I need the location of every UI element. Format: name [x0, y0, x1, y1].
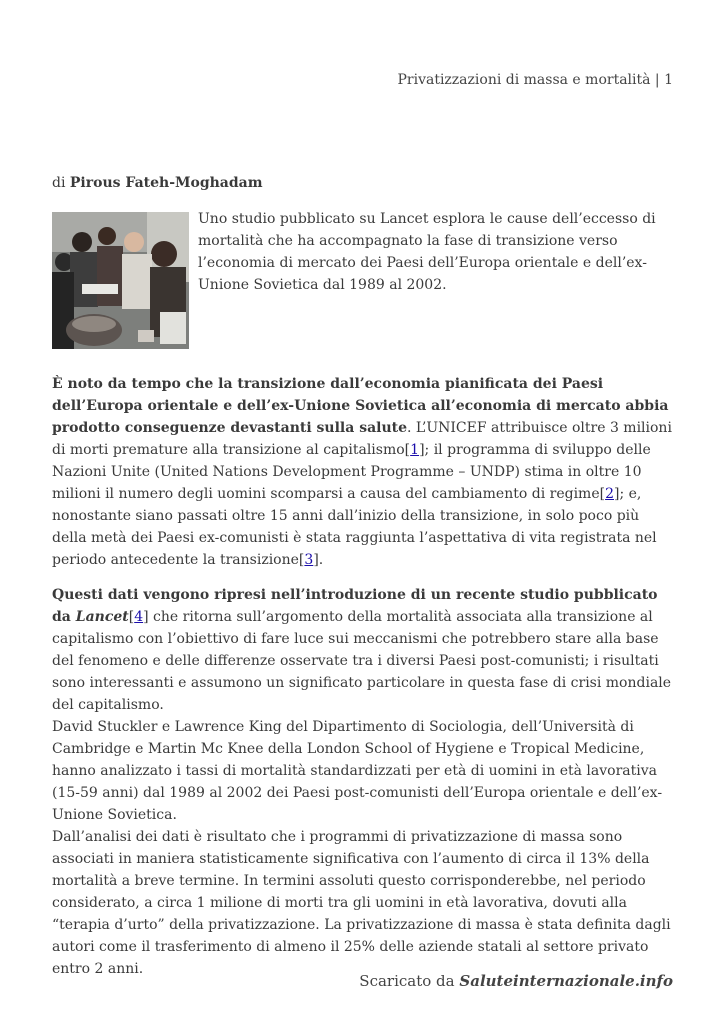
page-footer [359, 972, 673, 990]
footer-site: Saluteinternazionale.info [459, 972, 673, 990]
paragraph-2-text-b: ] che ritorna sull’argomento della mortalità associata alla transizione al capitalismo con l’obiettivo di fare luce sui meccanismi che potrebbero stare alla base del fenomeno e delle differenze osservate tra i diversi Paesi post-comunisti; i risultati sono interessanti e assumono un significato particolare in questa fase di crisi mondiale del capitalismo. [52, 609, 672, 713]
footer-prefix: Scaricato da [359, 972, 455, 990]
article-body [52, 373, 674, 980]
paragraph-1-lead: È noto da tempo che la transizione dall’economia pianificata dei Paesi dell’Europa orientale e dell’ex-Unione Sovietica all’economia di mercato abbia prodotto conseguenze devastanti sulla salute [52, 376, 669, 436]
paragraph-1-text-b: ]; il programma di sviluppo delle Nazioni Unite (United Nations Development Programme – UNDP) stima in oltre 10 milioni il numero degli uomini scomparsi a causa del cambiamento di regime[ [52, 442, 651, 502]
page-header: Privatizzazioni di massa e mortalità | 1 [397, 72, 673, 88]
paragraph-1-text-c: ]; e, nonostante siano passati oltre 15 anni dall’inizio della transizione, in solo poco più della metà dei Paesi ex-comunisti è stata raggiunta l’aspettativa di vita registrata nel periodo antecedente la transizione[ [52, 486, 657, 568]
paragraph-1-text-a: . L’UNICEF attribuisce oltre 3 milioni di morti premature alla transizione al capitalismo[ [52, 420, 672, 458]
crowd-photo-illustration [52, 212, 189, 349]
paragraph-2 [52, 584, 674, 716]
paragraph-1-text-d: ]. [313, 552, 324, 568]
author-name: Pirous Fateh-Moghadam [69, 175, 263, 191]
footnote-link-2[interactable]: 2 [605, 486, 614, 502]
author-prefix: di [52, 175, 66, 191]
footnote-link-4[interactable]: 4 [134, 609, 144, 625]
footnote-link-3[interactable]: 3 [304, 552, 314, 568]
paragraph-2-text-a: [ [128, 609, 135, 625]
author-line [52, 175, 263, 191]
lancet-title: Lancet [75, 609, 129, 625]
paragraph-2-lead: Questi dati vengono ripresi nell’introduzione di un recente studio pubblicato da [52, 587, 658, 625]
intro-paragraph: Uno studio pubblicato su Lancet esplora le cause dell’eccesso di mortalità che ha accompagnato la fase di transizione verso l’economia di mercato dei Paesi dell’Europa orientale e dell’ex-Unione Sovietica dal 1989 al 2002. [198, 211, 656, 293]
paragraph-4: Dall’analisi dei dati è risultato che i programmi di privatizzazione di massa sono associati in maniera statisticamente significativa con l’aumento di circa il 13% della mortalità a breve termine. In termini assoluti questo corrisponderebbe, nel periodo considerato, a circa 1 milione di morti tra gli uomini in età lavorativa, dovuti alla “terapia d’urto” della privatizzazione. La privatizzazione di massa è stata definita dagli autori come il trasferimento di almeno il 25% delle aziende statali al settore privato entro 2 anni. [52, 829, 671, 977]
paragraph-3: David Stuckler e Lawrence King del Dipartimento di Sociologia, dell’Università di Cambridge e Martin Mc Knee della London School of Hygiene e Tropical Medicine, hanno analizzato i tassi di mortalità standardizzati per età di uomini in età lavorativa (15-59 anni) dal 1989 al 2002 dei Paesi post-comunisti dell’Europa orientale e dell’ex-Unione Sovietica. [52, 719, 663, 823]
paragraph-1 [52, 373, 674, 571]
article-photo [52, 212, 189, 349]
footnote-link-1[interactable]: 1 [410, 442, 420, 458]
